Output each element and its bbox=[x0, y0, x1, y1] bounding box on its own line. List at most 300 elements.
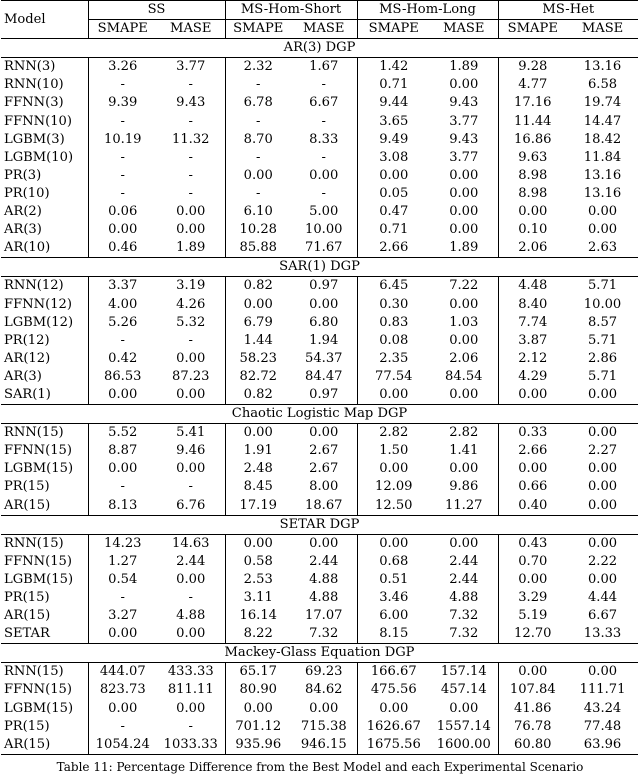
smape-value-cell: 0.58 bbox=[243, 553, 273, 569]
mase-value-cell: 7.22 bbox=[430, 277, 498, 296]
mase-value-cell: - bbox=[291, 149, 357, 167]
smape-value-cell: 823.73 bbox=[99, 682, 146, 698]
smape-value-cell: 10.28 bbox=[239, 222, 277, 238]
model-name-cell: LGBM(15) bbox=[1, 700, 88, 718]
smape-value-cell: 1626.67 bbox=[366, 718, 421, 734]
mase-value-cell: 0.00 bbox=[430, 167, 498, 185]
table-row bbox=[1, 442, 638, 460]
metric-header-smape: SMAPE bbox=[225, 20, 291, 39]
mase-value-cell: 7.32 bbox=[291, 625, 357, 644]
mase-value-cell: 0.00 bbox=[157, 571, 225, 589]
smape-value-cell: 0.00 bbox=[379, 461, 409, 477]
mase-value-cell: 1600.00 bbox=[430, 736, 498, 755]
group-title: Mackey-Glass Equation DGP bbox=[1, 644, 638, 663]
table-row bbox=[1, 296, 638, 314]
table-row bbox=[1, 167, 638, 185]
mase-value-cell: 13.16 bbox=[583, 185, 622, 201]
table-row bbox=[1, 534, 638, 553]
table-row bbox=[1, 607, 638, 625]
results-table bbox=[1, 0, 638, 755]
header-row-scenarios bbox=[1, 1, 638, 20]
table-row bbox=[1, 76, 638, 94]
table-row bbox=[1, 350, 638, 368]
mase-value-cell: 5.71 bbox=[587, 368, 618, 384]
model-name-cell: RNN(15) bbox=[1, 534, 88, 553]
smape-value-cell: 0.47 bbox=[379, 204, 409, 220]
table-row bbox=[1, 58, 638, 77]
mase-value-cell: 5.32 bbox=[157, 314, 225, 332]
table-row bbox=[1, 332, 638, 350]
mase-value-cell: 71.67 bbox=[291, 239, 357, 258]
model-name-cell: AR(3) bbox=[1, 221, 88, 239]
mase-value-cell: 5.71 bbox=[587, 332, 618, 348]
group-header-row bbox=[1, 258, 638, 277]
smape-value-cell: 0.00 bbox=[518, 386, 548, 402]
smape-value-cell: 0.00 bbox=[518, 571, 548, 587]
mase-value-cell: 0.00 bbox=[587, 386, 618, 402]
mase-value-cell: 0.00 bbox=[430, 221, 498, 239]
smape-value-cell: 4.00 bbox=[108, 296, 138, 312]
smape-value-cell: 1.50 bbox=[379, 443, 409, 459]
smape-value-cell: 0.42 bbox=[108, 350, 138, 366]
smape-value-cell: 12.50 bbox=[375, 497, 413, 513]
smape-value-cell: - bbox=[120, 590, 125, 605]
smape-value-cell: 8.22 bbox=[243, 626, 273, 642]
smape-value-cell: 0.66 bbox=[518, 479, 548, 495]
mase-value-cell: 14.63 bbox=[157, 534, 225, 553]
metric-header-mase: MASE bbox=[430, 20, 498, 39]
smape-value-cell: 4.29 bbox=[518, 368, 548, 384]
smape-value-cell: 0.06 bbox=[108, 204, 138, 220]
mase-value-cell: 0.00 bbox=[430, 700, 498, 718]
smape-value-cell: 82.72 bbox=[239, 368, 277, 384]
model-name-cell: AR(15) bbox=[1, 736, 88, 755]
mase-value-cell: 0.00 bbox=[430, 332, 498, 350]
mase-value-cell: 2.67 bbox=[291, 460, 357, 478]
mase-value-cell: 54.37 bbox=[291, 350, 357, 368]
mase-value-cell: 3.77 bbox=[157, 58, 225, 77]
smape-value-cell: 11.44 bbox=[514, 113, 552, 129]
smape-value-cell: - bbox=[256, 113, 261, 129]
mase-value-cell: 715.38 bbox=[291, 718, 357, 736]
smape-value-cell: 0.30 bbox=[379, 296, 409, 312]
smape-value-cell: - bbox=[256, 185, 261, 201]
model-name-cell: AR(2) bbox=[1, 203, 88, 221]
mase-value-cell: 2.27 bbox=[587, 443, 618, 459]
smape-value-cell: 0.54 bbox=[108, 571, 138, 587]
table-row bbox=[1, 681, 638, 699]
model-name-cell: AR(15) bbox=[1, 607, 88, 625]
mase-value-cell: 2.82 bbox=[430, 424, 498, 443]
smape-value-cell: 0.82 bbox=[243, 278, 273, 294]
mase-value-cell: 1557.14 bbox=[430, 718, 498, 736]
smape-value-cell: 5.19 bbox=[518, 608, 548, 624]
smape-value-cell: - bbox=[256, 77, 261, 93]
smape-value-cell: 58.23 bbox=[239, 350, 277, 366]
smape-value-cell: 9.44 bbox=[379, 95, 409, 111]
smape-value-cell: - bbox=[120, 718, 125, 734]
mase-value-cell: 1.67 bbox=[291, 58, 357, 77]
smape-value-cell: 107.84 bbox=[509, 682, 556, 698]
mase-value-cell: 6.76 bbox=[157, 497, 225, 516]
mase-value-cell: 8.33 bbox=[291, 131, 357, 149]
mase-value-cell: - bbox=[157, 718, 225, 736]
mase-value-cell: 4.26 bbox=[157, 296, 225, 314]
mase-value-cell: 946.15 bbox=[291, 736, 357, 755]
smape-value-cell: 5.26 bbox=[108, 314, 138, 330]
smape-value-cell: 2.12 bbox=[518, 350, 548, 366]
group-title: SAR(1) DGP bbox=[1, 258, 638, 277]
smape-value-cell: 0.00 bbox=[108, 386, 138, 402]
model-column-header: Model bbox=[1, 1, 88, 39]
smape-value-cell: 0.40 bbox=[518, 497, 548, 513]
model-name-cell: FFNN(15) bbox=[1, 681, 88, 699]
mase-value-cell: 0.00 bbox=[587, 222, 618, 238]
smape-value-cell: 6.00 bbox=[379, 608, 409, 624]
smape-value-cell: - bbox=[120, 77, 125, 93]
metric-header-mase: MASE bbox=[567, 20, 638, 39]
mase-value-cell: 4.88 bbox=[291, 589, 357, 607]
mase-value-cell: 0.00 bbox=[157, 350, 225, 368]
mase-value-cell: 0.00 bbox=[587, 571, 618, 587]
mase-value-cell: 0.00 bbox=[587, 479, 618, 495]
mase-value-cell: 7.32 bbox=[430, 607, 498, 625]
smape-value-cell: 8.40 bbox=[518, 296, 548, 312]
mase-value-cell: 0.00 bbox=[291, 296, 357, 314]
mase-value-cell: - bbox=[157, 478, 225, 496]
smape-value-cell: 1675.56 bbox=[357, 736, 430, 755]
table-row bbox=[1, 203, 638, 221]
mase-value-cell: 6.58 bbox=[587, 77, 618, 93]
smape-value-cell: 2.48 bbox=[243, 461, 273, 477]
smape-value-cell: 0.00 bbox=[379, 700, 409, 716]
smape-value-cell: 8.98 bbox=[518, 185, 548, 201]
mase-value-cell: 10.00 bbox=[291, 221, 357, 239]
smape-value-cell: 0.82 bbox=[243, 386, 273, 402]
mase-value-cell: 2.22 bbox=[587, 553, 618, 569]
mase-value-cell: 3.19 bbox=[157, 277, 225, 296]
smape-value-cell: 0.83 bbox=[379, 314, 409, 330]
table-row bbox=[1, 663, 638, 682]
model-name-cell: SAR(1) bbox=[1, 386, 88, 405]
mase-value-cell: 63.96 bbox=[567, 736, 638, 755]
mase-value-cell: 4.88 bbox=[157, 607, 225, 625]
smape-value-cell: 16.86 bbox=[514, 131, 552, 147]
group-header-row bbox=[1, 39, 638, 58]
smape-value-cell: 0.00 bbox=[518, 461, 548, 477]
mase-value-cell: 0.00 bbox=[157, 221, 225, 239]
mase-value-cell: 157.14 bbox=[430, 663, 498, 682]
table-row bbox=[1, 589, 638, 607]
smape-value-cell: 80.90 bbox=[239, 682, 277, 698]
mase-value-cell: 0.00 bbox=[430, 76, 498, 94]
smape-value-cell: 0.71 bbox=[379, 222, 409, 238]
smape-value-cell: 86.53 bbox=[104, 368, 142, 384]
mase-value-cell: 17.07 bbox=[291, 607, 357, 625]
smape-value-cell: 0.00 bbox=[243, 167, 273, 183]
smape-value-cell: 0.43 bbox=[518, 535, 548, 551]
smape-value-cell: 0.10 bbox=[518, 222, 548, 238]
mase-value-cell: 9.43 bbox=[157, 94, 225, 112]
mase-value-cell: - bbox=[157, 167, 225, 185]
metric-header-smape: SMAPE bbox=[88, 20, 157, 39]
smape-value-cell: 2.32 bbox=[243, 59, 273, 75]
mase-value-cell: 3.77 bbox=[430, 149, 498, 167]
smape-value-cell: 1054.24 bbox=[88, 736, 157, 755]
group-header-row bbox=[1, 644, 638, 663]
smape-value-cell: 76.78 bbox=[514, 718, 552, 734]
smape-value-cell: 7.74 bbox=[518, 314, 548, 330]
smape-value-cell: 17.19 bbox=[239, 497, 277, 513]
smape-value-cell: 8.87 bbox=[108, 443, 138, 459]
mase-value-cell: 0.00 bbox=[430, 185, 498, 203]
mase-value-cell: 19.74 bbox=[583, 95, 622, 111]
smape-value-cell: 1.42 bbox=[379, 59, 409, 75]
mase-value-cell: 10.00 bbox=[583, 296, 622, 312]
smape-value-cell: 0.33 bbox=[518, 425, 548, 441]
mase-value-cell: - bbox=[157, 332, 225, 350]
mase-value-cell: 87.23 bbox=[157, 368, 225, 386]
mase-value-cell: 1.89 bbox=[157, 239, 225, 258]
metric-header-smape: SMAPE bbox=[357, 20, 430, 39]
model-name-cell: SETAR bbox=[1, 625, 88, 644]
mase-value-cell: 2.86 bbox=[587, 350, 618, 366]
mase-value-cell: 9.86 bbox=[430, 478, 498, 496]
mase-value-cell: 0.00 bbox=[587, 664, 618, 680]
smape-value-cell: 3.46 bbox=[379, 590, 409, 605]
smape-value-cell: 12.70 bbox=[514, 626, 552, 642]
mase-value-cell: 0.00 bbox=[587, 204, 618, 220]
smape-value-cell: 2.35 bbox=[379, 350, 409, 366]
mase-value-cell: 2.67 bbox=[291, 442, 357, 460]
smape-value-cell: 8.70 bbox=[243, 131, 273, 147]
model-name-cell: FFNN(10) bbox=[1, 113, 88, 131]
mase-value-cell: 0.00 bbox=[430, 460, 498, 478]
model-name-cell: PR(3) bbox=[1, 167, 88, 185]
mase-value-cell: 9.43 bbox=[430, 131, 498, 149]
mase-value-cell: 0.00 bbox=[587, 535, 618, 551]
model-name-cell: RNN(10) bbox=[1, 76, 88, 94]
table-row bbox=[1, 460, 638, 478]
smape-value-cell: 0.71 bbox=[379, 77, 409, 93]
smape-value-cell: 0.00 bbox=[243, 700, 273, 716]
smape-value-cell: 9.39 bbox=[108, 95, 138, 111]
smape-value-cell: 3.29 bbox=[518, 590, 548, 605]
model-name-cell: LGBM(12) bbox=[1, 314, 88, 332]
smape-value-cell: 3.27 bbox=[108, 608, 138, 624]
smape-value-cell: - bbox=[120, 332, 125, 348]
mase-value-cell: 1.89 bbox=[430, 58, 498, 77]
mase-value-cell: 0.00 bbox=[430, 534, 498, 553]
mase-value-cell: 1.94 bbox=[291, 332, 357, 350]
smape-value-cell: 0.05 bbox=[379, 185, 409, 201]
table-row bbox=[1, 185, 638, 203]
smape-value-cell: 8.13 bbox=[108, 497, 138, 513]
scenario-header-ms-hom-short: MS-Hom-Short bbox=[225, 1, 357, 20]
mase-value-cell: 4.88 bbox=[291, 571, 357, 589]
smape-value-cell: 0.00 bbox=[243, 296, 273, 312]
mase-value-cell: 0.97 bbox=[291, 277, 357, 296]
mase-value-cell: 1.41 bbox=[430, 442, 498, 460]
mase-value-cell: 1.89 bbox=[430, 239, 498, 258]
mase-value-cell: 2.44 bbox=[291, 553, 357, 571]
group-title: Chaotic Logistic Map DGP bbox=[1, 405, 638, 424]
group-header-row bbox=[1, 515, 638, 534]
mase-value-cell: 6.67 bbox=[291, 94, 357, 112]
table-row bbox=[1, 386, 638, 405]
mase-value-cell: 433.33 bbox=[157, 663, 225, 682]
smape-value-cell: 0.51 bbox=[379, 571, 409, 587]
mase-value-cell: 2.63 bbox=[587, 240, 618, 256]
smape-value-cell: 0.46 bbox=[108, 240, 138, 256]
smape-value-cell: 2.66 bbox=[518, 443, 548, 459]
smape-value-cell: 9.28 bbox=[518, 59, 548, 75]
smape-value-cell: 0.08 bbox=[379, 332, 409, 348]
mase-value-cell: 111.71 bbox=[579, 682, 626, 698]
model-name-cell: PR(10) bbox=[1, 185, 88, 203]
mase-value-cell: - bbox=[157, 113, 225, 131]
mase-value-cell: 1033.33 bbox=[157, 736, 225, 755]
smape-value-cell: 0.00 bbox=[379, 386, 409, 402]
model-name-cell: PR(12) bbox=[1, 332, 88, 350]
model-name-cell: PR(15) bbox=[1, 718, 88, 736]
smape-value-cell: - bbox=[120, 479, 125, 495]
smape-value-cell: 3.37 bbox=[108, 278, 138, 294]
table-row bbox=[1, 553, 638, 571]
group-title: AR(3) DGP bbox=[1, 39, 638, 58]
smape-value-cell: 0.70 bbox=[518, 553, 548, 569]
mase-value-cell: - bbox=[291, 185, 357, 203]
smape-value-cell: 0.00 bbox=[379, 167, 409, 183]
mase-value-cell: 0.00 bbox=[157, 460, 225, 478]
mase-value-cell: 9.43 bbox=[430, 94, 498, 112]
smape-value-cell: 3.65 bbox=[379, 113, 409, 129]
mase-value-cell: 84.62 bbox=[291, 681, 357, 699]
model-name-cell: PR(15) bbox=[1, 589, 88, 607]
smape-value-cell: 935.96 bbox=[225, 736, 291, 755]
table-row bbox=[1, 700, 638, 718]
model-name-cell: RNN(15) bbox=[1, 424, 88, 443]
smape-value-cell: 1.44 bbox=[243, 332, 273, 348]
mase-value-cell: 0.00 bbox=[291, 167, 357, 185]
smape-value-cell: 3.08 bbox=[379, 149, 409, 165]
smape-value-cell: 0.00 bbox=[379, 535, 409, 551]
mase-value-cell: 18.67 bbox=[291, 497, 357, 516]
smape-value-cell: 166.67 bbox=[370, 664, 417, 680]
smape-value-cell: 77.54 bbox=[375, 368, 413, 384]
mase-value-cell: - bbox=[157, 76, 225, 94]
mase-value-cell: 5.41 bbox=[157, 424, 225, 443]
mase-value-cell: 0.00 bbox=[587, 497, 618, 513]
model-name-cell: FFNN(12) bbox=[1, 296, 88, 314]
smape-value-cell: 2.06 bbox=[518, 240, 548, 256]
scenario-header-ss: SS bbox=[88, 1, 225, 20]
mase-value-cell: 2.44 bbox=[157, 553, 225, 571]
mase-value-cell: 13.16 bbox=[583, 167, 622, 183]
mase-value-cell: 2.44 bbox=[430, 553, 498, 571]
table-row bbox=[1, 368, 638, 386]
mase-value-cell: 14.47 bbox=[583, 113, 622, 129]
model-name-cell: RNN(12) bbox=[1, 277, 88, 296]
mase-value-cell: 5.00 bbox=[291, 203, 357, 221]
mase-value-cell: - bbox=[291, 113, 357, 131]
smape-value-cell: 3.11 bbox=[243, 590, 273, 605]
mase-value-cell: 6.80 bbox=[291, 314, 357, 332]
smape-value-cell: 14.23 bbox=[104, 535, 142, 551]
model-name-cell: AR(3) bbox=[1, 368, 88, 386]
smape-value-cell: - bbox=[256, 149, 261, 165]
mase-value-cell: 4.44 bbox=[587, 590, 618, 605]
mase-value-cell: 84.47 bbox=[291, 368, 357, 386]
mase-value-cell: 0.00 bbox=[430, 386, 498, 405]
smape-value-cell: 6.45 bbox=[379, 278, 409, 294]
table-row bbox=[1, 277, 638, 296]
model-name-cell: LGBM(3) bbox=[1, 131, 88, 149]
smape-value-cell: 8.15 bbox=[379, 626, 409, 642]
smape-value-cell: 10.19 bbox=[104, 131, 142, 147]
smape-value-cell: 701.12 bbox=[235, 718, 282, 734]
model-name-cell: FFNN(3) bbox=[1, 94, 88, 112]
mase-value-cell: 8.57 bbox=[587, 314, 618, 330]
mase-value-cell: 0.97 bbox=[291, 386, 357, 405]
smape-value-cell: 0.00 bbox=[518, 204, 548, 220]
smape-value-cell: 0.00 bbox=[108, 222, 138, 238]
metric-header-smape: SMAPE bbox=[498, 20, 567, 39]
mase-value-cell: 7.32 bbox=[430, 625, 498, 644]
smape-value-cell: 1.91 bbox=[243, 443, 273, 459]
table-row bbox=[1, 314, 638, 332]
model-name-cell: AR(15) bbox=[1, 497, 88, 516]
smape-value-cell: 444.07 bbox=[99, 664, 146, 680]
mase-value-cell: 11.84 bbox=[583, 149, 622, 165]
header-row-metrics bbox=[1, 20, 638, 39]
smape-value-cell: 0.00 bbox=[108, 700, 138, 716]
mase-value-cell: 3.77 bbox=[430, 113, 498, 131]
table-body bbox=[1, 39, 638, 755]
model-name-cell: RNN(15) bbox=[1, 663, 88, 682]
smape-value-cell: 1.27 bbox=[108, 553, 138, 569]
smape-value-cell: 41.86 bbox=[514, 700, 552, 716]
smape-value-cell: 3.26 bbox=[108, 59, 138, 75]
table-row bbox=[1, 239, 638, 258]
smape-value-cell: - bbox=[120, 113, 125, 129]
table-row bbox=[1, 113, 638, 131]
table-row bbox=[1, 424, 638, 443]
smape-value-cell: 3.87 bbox=[518, 332, 548, 348]
mase-value-cell: 2.44 bbox=[430, 571, 498, 589]
smape-value-cell: 16.14 bbox=[239, 608, 277, 624]
smape-value-cell: 9.63 bbox=[518, 149, 548, 165]
mase-value-cell: 0.00 bbox=[587, 461, 618, 477]
mase-value-cell: 0.00 bbox=[430, 296, 498, 314]
mase-value-cell: 0.00 bbox=[430, 203, 498, 221]
smape-value-cell: 0.00 bbox=[243, 425, 273, 441]
model-name-cell: LGBM(15) bbox=[1, 460, 88, 478]
smape-value-cell: 0.00 bbox=[243, 535, 273, 551]
smape-value-cell: 2.66 bbox=[379, 240, 409, 256]
mase-value-cell: - bbox=[291, 76, 357, 94]
smape-value-cell: 65.17 bbox=[239, 664, 277, 680]
mase-value-cell: - bbox=[157, 589, 225, 607]
mase-value-cell: - bbox=[157, 149, 225, 167]
model-name-cell: LGBM(10) bbox=[1, 149, 88, 167]
metric-header-mase: MASE bbox=[291, 20, 357, 39]
mase-value-cell: 811.11 bbox=[157, 681, 225, 699]
smape-value-cell: 0.68 bbox=[379, 553, 409, 569]
table-caption: Table 11: Percentage Difference from the Best Model and each Experimental Scenario bbox=[56, 760, 584, 774]
smape-value-cell: 0.00 bbox=[108, 626, 138, 642]
mase-value-cell: 69.23 bbox=[291, 663, 357, 682]
